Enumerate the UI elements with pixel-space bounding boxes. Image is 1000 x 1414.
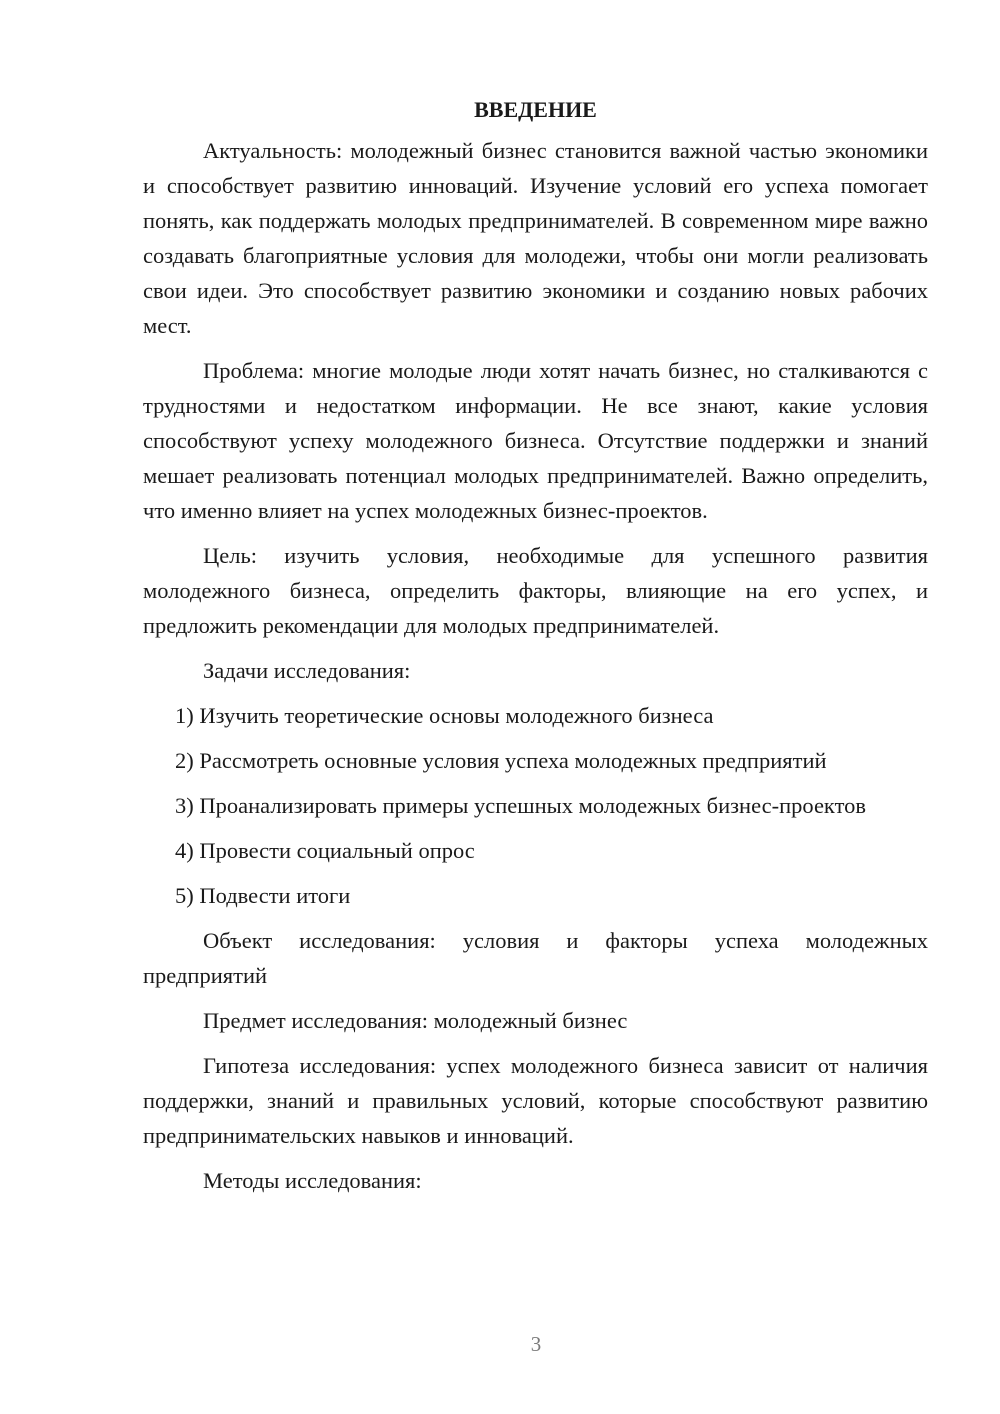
goal-paragraph: Цель: изучить условия, необходимые для успешного развития молодежного бизнеса, определить факторы, влияющие на его успех, и предложить рекомендации для молодых предпринимателей.: [143, 543, 928, 638]
tasks-heading: Задачи исследования:: [203, 658, 411, 683]
document-page: [143, 92, 928, 1208]
page-number: 3: [530, 1332, 542, 1356]
task-item-5: 5) Подвести итоги: [175, 883, 351, 908]
subject-paragraph: Предмет исследования: молодежный бизнес: [203, 1008, 628, 1033]
hypothesis-paragraph: Гипотеза исследования: успех молодежного бизнеса зависит от наличия поддержки, знаний и правильных условий, которые способствуют развитию предпринимательских навыков и инноваций.: [143, 1053, 928, 1148]
task-item-4: 4) Провести социальный опрос: [175, 838, 475, 863]
section-title: ВВЕДЕНИЕ: [474, 97, 597, 122]
task-item-3: 3) Проанализировать примеры успешных молодежных бизнес-проектов: [175, 793, 866, 818]
task-item-1: 1) Изучить теоретические основы молодежного бизнеса: [175, 703, 714, 728]
problem-paragraph: Проблема: многие молодые люди хотят начать бизнес, но сталкиваются с трудностями и недостатком информации. Не все знают, какие условия способствуют успеху молодежного бизнеса. Отсутствие поддержки и знаний мешает реализовать потенциал молодых предпринимателей. Важно определить, что именно влияет на успех молодежных бизнес-проектов.: [143, 358, 928, 523]
methods-heading: Методы исследования:: [203, 1168, 422, 1193]
object-paragraph: Объект исследования: условия и факторы успеха молодежных предприятий: [143, 928, 928, 988]
task-item-2: 2) Рассмотреть основные условия успеха молодежных предприятий: [175, 748, 827, 773]
relevance-paragraph: Актуальность: молодежный бизнес становится важной частью экономики и способствует развитию инноваций. Изучение условий его успеха помогает понять, как поддержать молодых предпринимателей. В современном мире важно создавать благоприятные условия для молодежи, чтобы они могли реализовать свои идеи. Это способствует развитию экономики и созданию новых рабочих мест.: [143, 138, 928, 338]
